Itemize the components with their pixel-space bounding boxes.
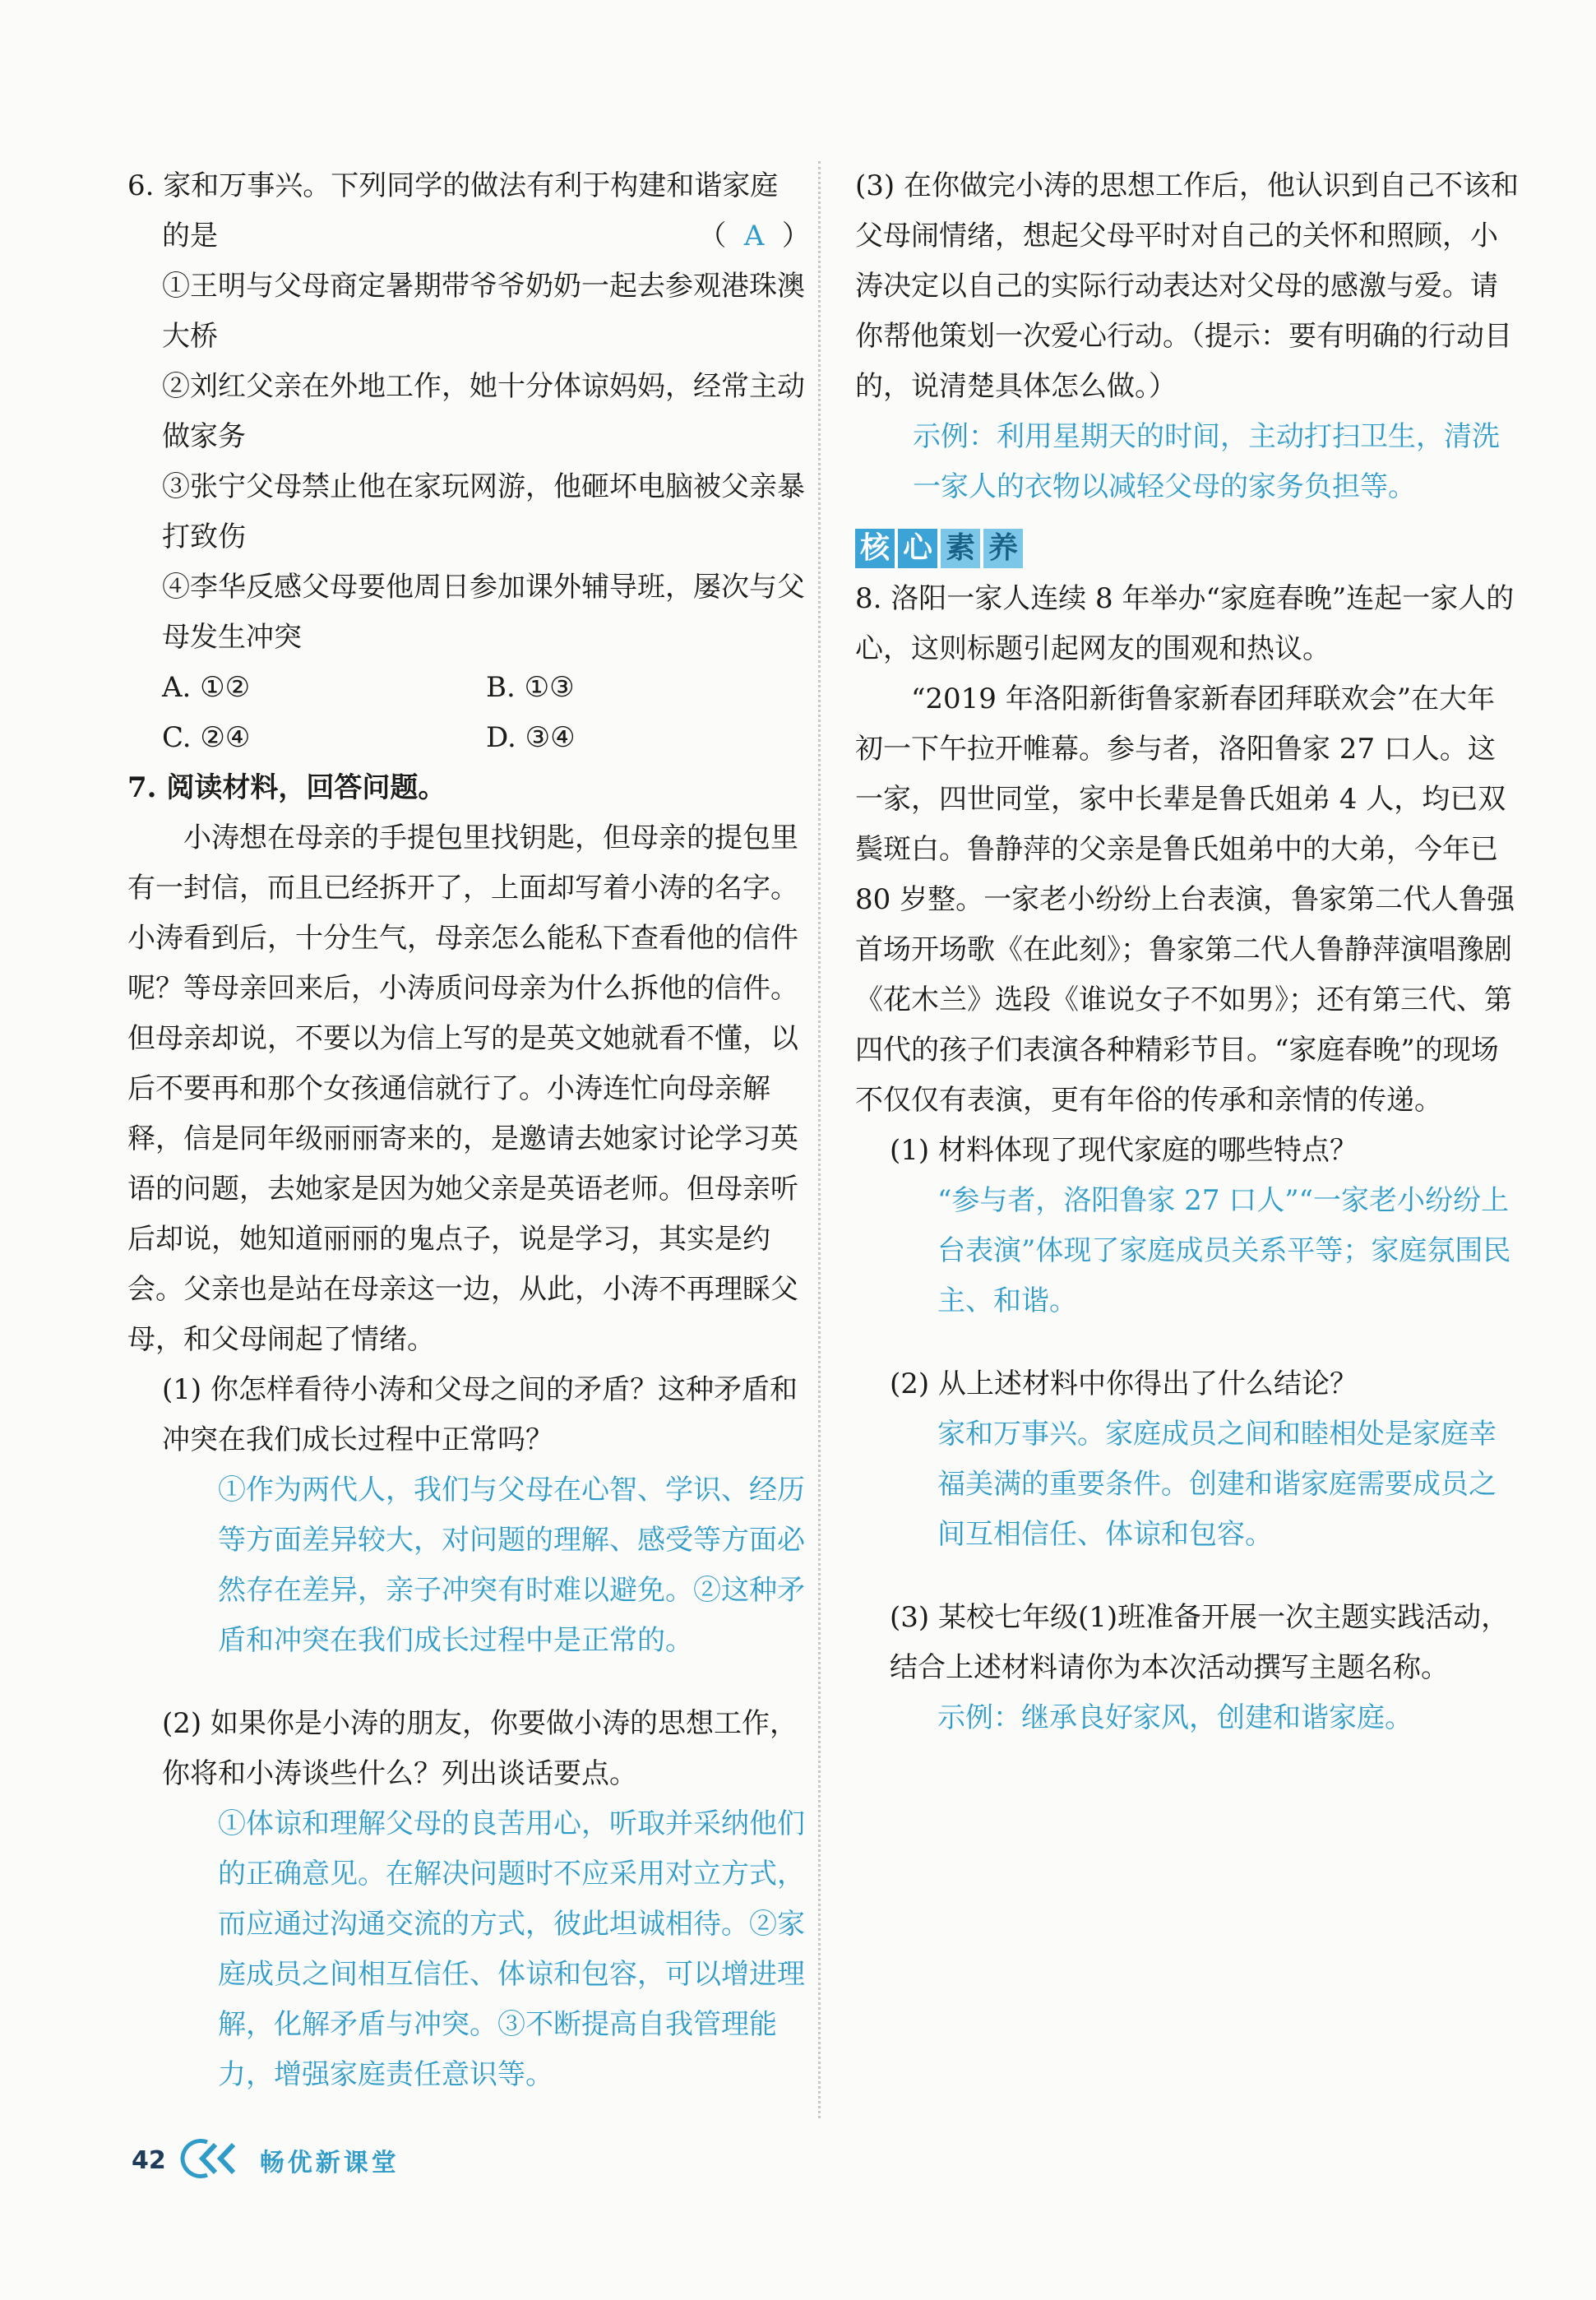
q7-sub2-answer: ①体谅和理解父母的良苦用心，听取并采纳他们的正确意见。在解决问题时不应采用对立方式，而应通过沟通交流的方式，彼此坦诚相待。②家庭成员之间相互信任、体谅和包容，可以增进理解，化解矛盾与冲突。③不断提高自我管理能力，增强家庭责任意识等。 (218, 1807, 805, 2091)
badge-char: 核 (855, 529, 895, 568)
q7-material: 小涛想在母亲的手提包里找钥匙，但母亲的提包里有一封信，而且已经拆开了，上面却写着小涛的名字。小涛看到后，十分生气，母亲怎么能私下查看他的信件呢？等母亲回来后，小涛质问母亲为什么拆他的信件。但母亲却说，不要以为信上写的是英文她就看不懂，以后不要再和那个女孩通信就行了。小涛连忙向母亲解释，信是同年级丽丽寄来的，是邀请去她家讨论学习英语的问题，去她家是因为她父亲是英语老师。但母亲听后却说，她知道丽丽的鬼点子，说是学习，其实是约会。父亲也是站在母亲这一边，从此，小涛不再理睬父母，和父母闹起了情绪。 (127, 821, 798, 1356)
q6-line2 (127, 211, 810, 261)
page-footer (132, 2138, 400, 2182)
right-column (855, 161, 1521, 1743)
badge-char: 素 (941, 529, 980, 568)
bracket-close: ） (782, 220, 810, 252)
q6-item: ③张宁父母禁止他在家玩网游，他砸坏电脑被父亲暴打致伤 (162, 470, 805, 553)
question-7 (127, 763, 810, 2100)
bracket-open: （ (698, 220, 727, 252)
q6-options-row (127, 663, 810, 713)
q7-sub2-question: (2) 如果你是小涛的朋友，你要做小涛的思想工作，你将和小涛谈些什么？列出谈话要点。 (162, 1707, 798, 1790)
question-8 (855, 574, 1521, 1743)
q7-sub1-answer: ①作为两代人，我们与父母在心智、学识、经历等方面差异较大，对问题的理解、感受等方面必然存在差异，亲子冲突有时难以避免。②这种矛盾和冲突在我们成长过程中是正常的。 (218, 1474, 805, 1657)
badge-char: 心 (898, 529, 937, 568)
q6-item: ④李华反感父母要他周日参加课外辅导班，屡次与父母发生冲突 (162, 571, 805, 654)
page-number: 42 (132, 2145, 166, 2175)
left-column (127, 161, 810, 2100)
q8-sub3-answer: 示例：继承良好家风，创建和谐家庭。 (937, 1701, 1413, 1734)
question-6 (127, 161, 810, 763)
badge-char: 养 (983, 529, 1023, 568)
q6-item: ①王明与父母商定暑期带爷爷奶奶一起去参观港珠澳大桥 (162, 270, 805, 353)
q6-options-row (127, 713, 810, 763)
q8-sub1-answer: “参与者，洛阳鲁家 27 口人”“一家老小纷纷上台表演”体现了家庭成员关系平等；家庭氛围民主、和谐。 (937, 1184, 1511, 1317)
q8-sub1-question: (1) 材料体现了现代家庭的哪些特点？ (890, 1134, 1358, 1167)
q8-sub3-question: (3) 某校七年级(1)班准备开展一次主题实践活动，结合上述材料请你为本次活动撰写主题名称。 (890, 1601, 1510, 1684)
q6-stem-end: 的是 (162, 220, 218, 252)
brand-name: 畅优新课堂 (259, 2149, 400, 2177)
option-d: D. ③④ (486, 721, 576, 754)
q7-title: 7. 阅读材料，回答问题。 (127, 771, 446, 804)
column-divider (818, 161, 821, 2118)
q7-sub3-answer: 示例：利用星期天的时间，主动打扫卫生，清洗一家人的衣物以减轻父母的家务负担等。 (913, 420, 1500, 503)
q7-sub3-question: (3) 在你做完小涛的思想工作后，他认识到自己不该和父母闹情绪，想起父母平时对自己的关怀和照顾，小涛决定以自己的实际行动表达对父母的感激与爱。请你帮他策划一次爱心行动。（提示：要有明确的行动目的，说清楚具体怎么做。） (855, 169, 1519, 403)
q7-sub1-question: (1) 你怎样看待小涛和父母之间的矛盾？这种矛盾和冲突在我们成长过程中正常吗？ (162, 1373, 798, 1456)
q6-answer: A (743, 220, 765, 252)
double-chevron-left-icon (174, 2138, 248, 2182)
option-a: A. ①② (162, 671, 251, 704)
q8-sub2-answer: 家和万事兴。家庭成员之间和睦相处是家庭幸福美满的重要条件。创建和谐家庭需要成员之间互相信任、体谅和包容。 (937, 1418, 1497, 1551)
q8-material: “2019 年洛阳新街鲁家新春团拜联欢会”在大年初一下午拉开帷幕。参与者，洛阳鲁家 27 口人。这一家，四世同堂，家中长辈是鲁氏姐弟 4 人，均已双鬓斑白。鲁静萍的父亲是鲁氏姐弟中的大弟，今年已 80 岁整。一家老小纷纷上台表演，鲁家第二代人鲁强首场开场歌《在此刻》；鲁家第二代人鲁静萍演唱豫剧《花木兰》选段《谁说女子不如男》；还有第三代、第四代的孩子们表演各种精彩节目。“家庭春晚”的现场不仅仅有表演，更有年俗的传承和亲情的传递。 (855, 683, 1515, 1117)
q8-intro: 8. 洛阳一家人连续 8 年举办“家庭春晚”连起一家人的心，这则标题引起网友的围观和热议。 (855, 582, 1515, 665)
option-c: C. ②④ (162, 721, 251, 754)
option-b: B. ①③ (486, 671, 575, 704)
q8-sub2-question: (2) 从上述材料中你得出了什么结论？ (890, 1368, 1358, 1400)
q6-item: ②刘红父亲在外地工作，她十分体谅妈妈，经常主动做家务 (162, 370, 805, 453)
section-badge-core-literacy (855, 529, 1023, 568)
q6-line1: 6. 家和万事兴。下列同学的做法有利于构建和谐家庭 (127, 169, 779, 202)
q6-answer-bracket (698, 211, 810, 261)
